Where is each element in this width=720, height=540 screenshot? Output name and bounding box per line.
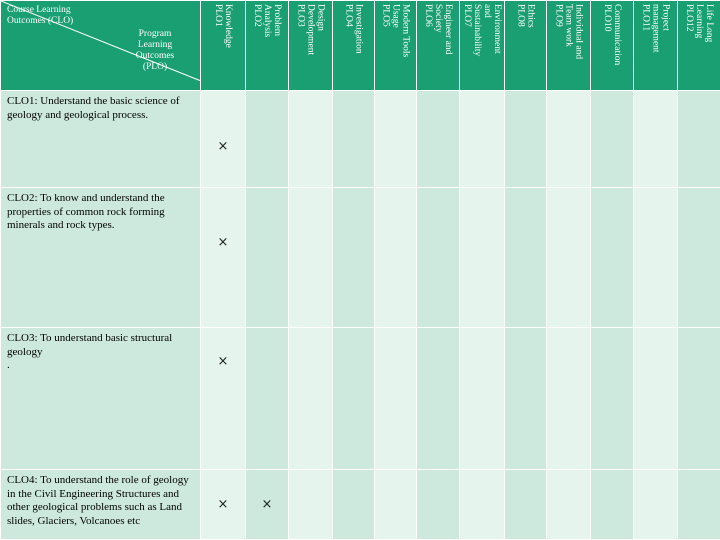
mark-cell — [460, 188, 505, 328]
mark-cell — [201, 328, 246, 470]
mark-cell — [333, 470, 375, 540]
clo-1-description: CLO1: Understand the basic science of geology and geological process. — [1, 91, 201, 188]
plo-label: Individual and Team work PLO9 — [553, 4, 584, 60]
header-row — [1, 1, 720, 91]
mark-cell — [333, 91, 375, 188]
plo-label: Modern Tools Usage PLO5 — [380, 4, 411, 58]
mapping-mark: × — [217, 139, 229, 154]
mark-cell — [678, 91, 720, 188]
mark-cell — [460, 470, 505, 540]
mark-cell — [417, 470, 460, 540]
mark-cell — [634, 188, 678, 328]
mark-cell — [591, 188, 634, 328]
plo-header-2 — [246, 1, 289, 91]
mark-cell — [460, 91, 505, 188]
mark-cell — [505, 91, 547, 188]
mark-cell — [634, 470, 678, 540]
mark-cell — [289, 470, 333, 540]
plo-label: Communication PLO10 — [602, 4, 622, 66]
mark-cell — [505, 188, 547, 328]
mapping-mark: × — [217, 354, 229, 369]
mark-cell — [289, 91, 333, 188]
table-row — [1, 470, 720, 540]
mark-cell — [417, 188, 460, 328]
plo-header-8 — [505, 1, 547, 91]
table-row — [1, 188, 720, 328]
plo-label: Problem Analysis PLO2 — [252, 4, 282, 38]
plo-header-7 — [460, 1, 505, 91]
mark-cell — [417, 91, 460, 188]
plo-label: Project management PLO11 — [640, 4, 671, 53]
mark-cell — [375, 328, 417, 470]
mark-cell — [591, 328, 634, 470]
plo-label: Design Development PLO3 — [295, 4, 326, 56]
mark-cell — [678, 188, 720, 328]
mapping-mark: × — [217, 235, 229, 250]
mark-cell — [375, 470, 417, 540]
mark-cell — [634, 328, 678, 470]
mark-cell — [289, 188, 333, 328]
mark-cell — [201, 188, 246, 328]
plo-label: Environment and Sustainability PLO7 — [462, 4, 502, 57]
table-row — [1, 91, 720, 188]
mark-cell — [375, 91, 417, 188]
plo-header-11 — [634, 1, 678, 91]
plo-label: Investigation PLO4 — [343, 4, 364, 54]
mark-cell — [547, 188, 591, 328]
mark-cell — [634, 91, 678, 188]
mapping-mark: × — [217, 497, 229, 512]
plo-label: Knowledge PLO1 — [213, 4, 233, 48]
plo-label: Ethics PLO8 — [515, 4, 536, 28]
plo-label: Life Long Learning PLO12 — [684, 4, 714, 43]
plo-header-5 — [375, 1, 417, 91]
mark-cell — [246, 328, 289, 470]
mark-cell — [547, 470, 591, 540]
mark-cell — [246, 188, 289, 328]
clo-3-description: CLO3: To understand basic structural geology . — [1, 328, 201, 470]
mapping-mark: × — [261, 497, 273, 512]
mark-cell — [591, 470, 634, 540]
plo-header-12 — [678, 1, 720, 91]
table-row — [1, 328, 720, 470]
mark-cell — [201, 91, 246, 188]
mark-cell — [505, 328, 547, 470]
plo-header-9 — [547, 1, 591, 91]
plo-header-6 — [417, 1, 460, 91]
mark-cell — [375, 188, 417, 328]
mark-cell — [547, 91, 591, 188]
mark-cell — [417, 328, 460, 470]
mark-cell — [547, 328, 591, 470]
plo-header-1 — [201, 1, 246, 91]
corner-header-cell — [1, 1, 201, 91]
mark-cell — [289, 328, 333, 470]
mark-cell — [505, 470, 547, 540]
plo-header-3 — [289, 1, 333, 91]
clo-4-description: CLO4: To understand the role of geology in the Civil Engineering Structures and other geological problems such as Land slides, Glaciers, Volcanoes etc — [1, 470, 201, 540]
mark-cell — [678, 328, 720, 470]
plo-axis-label: Program Learning Outcomes (PLO) — [135, 29, 175, 72]
plo-label: Engineer and Society PLO6 — [423, 4, 453, 55]
mark-cell — [591, 91, 634, 188]
mark-cell — [333, 328, 375, 470]
clo-axis-label: Course Learning Outcomes (CLO) — [7, 5, 74, 26]
mark-cell — [246, 470, 289, 540]
plo-header-10 — [591, 1, 634, 91]
clo-2-description: CLO2: To know and understand the properties of common rock forming minerals and rock types. — [1, 188, 201, 328]
plo-header-4 — [333, 1, 375, 91]
mark-cell — [246, 91, 289, 188]
mark-cell — [333, 188, 375, 328]
mark-cell — [201, 470, 246, 540]
mark-cell — [460, 328, 505, 470]
mark-cell — [678, 470, 720, 540]
